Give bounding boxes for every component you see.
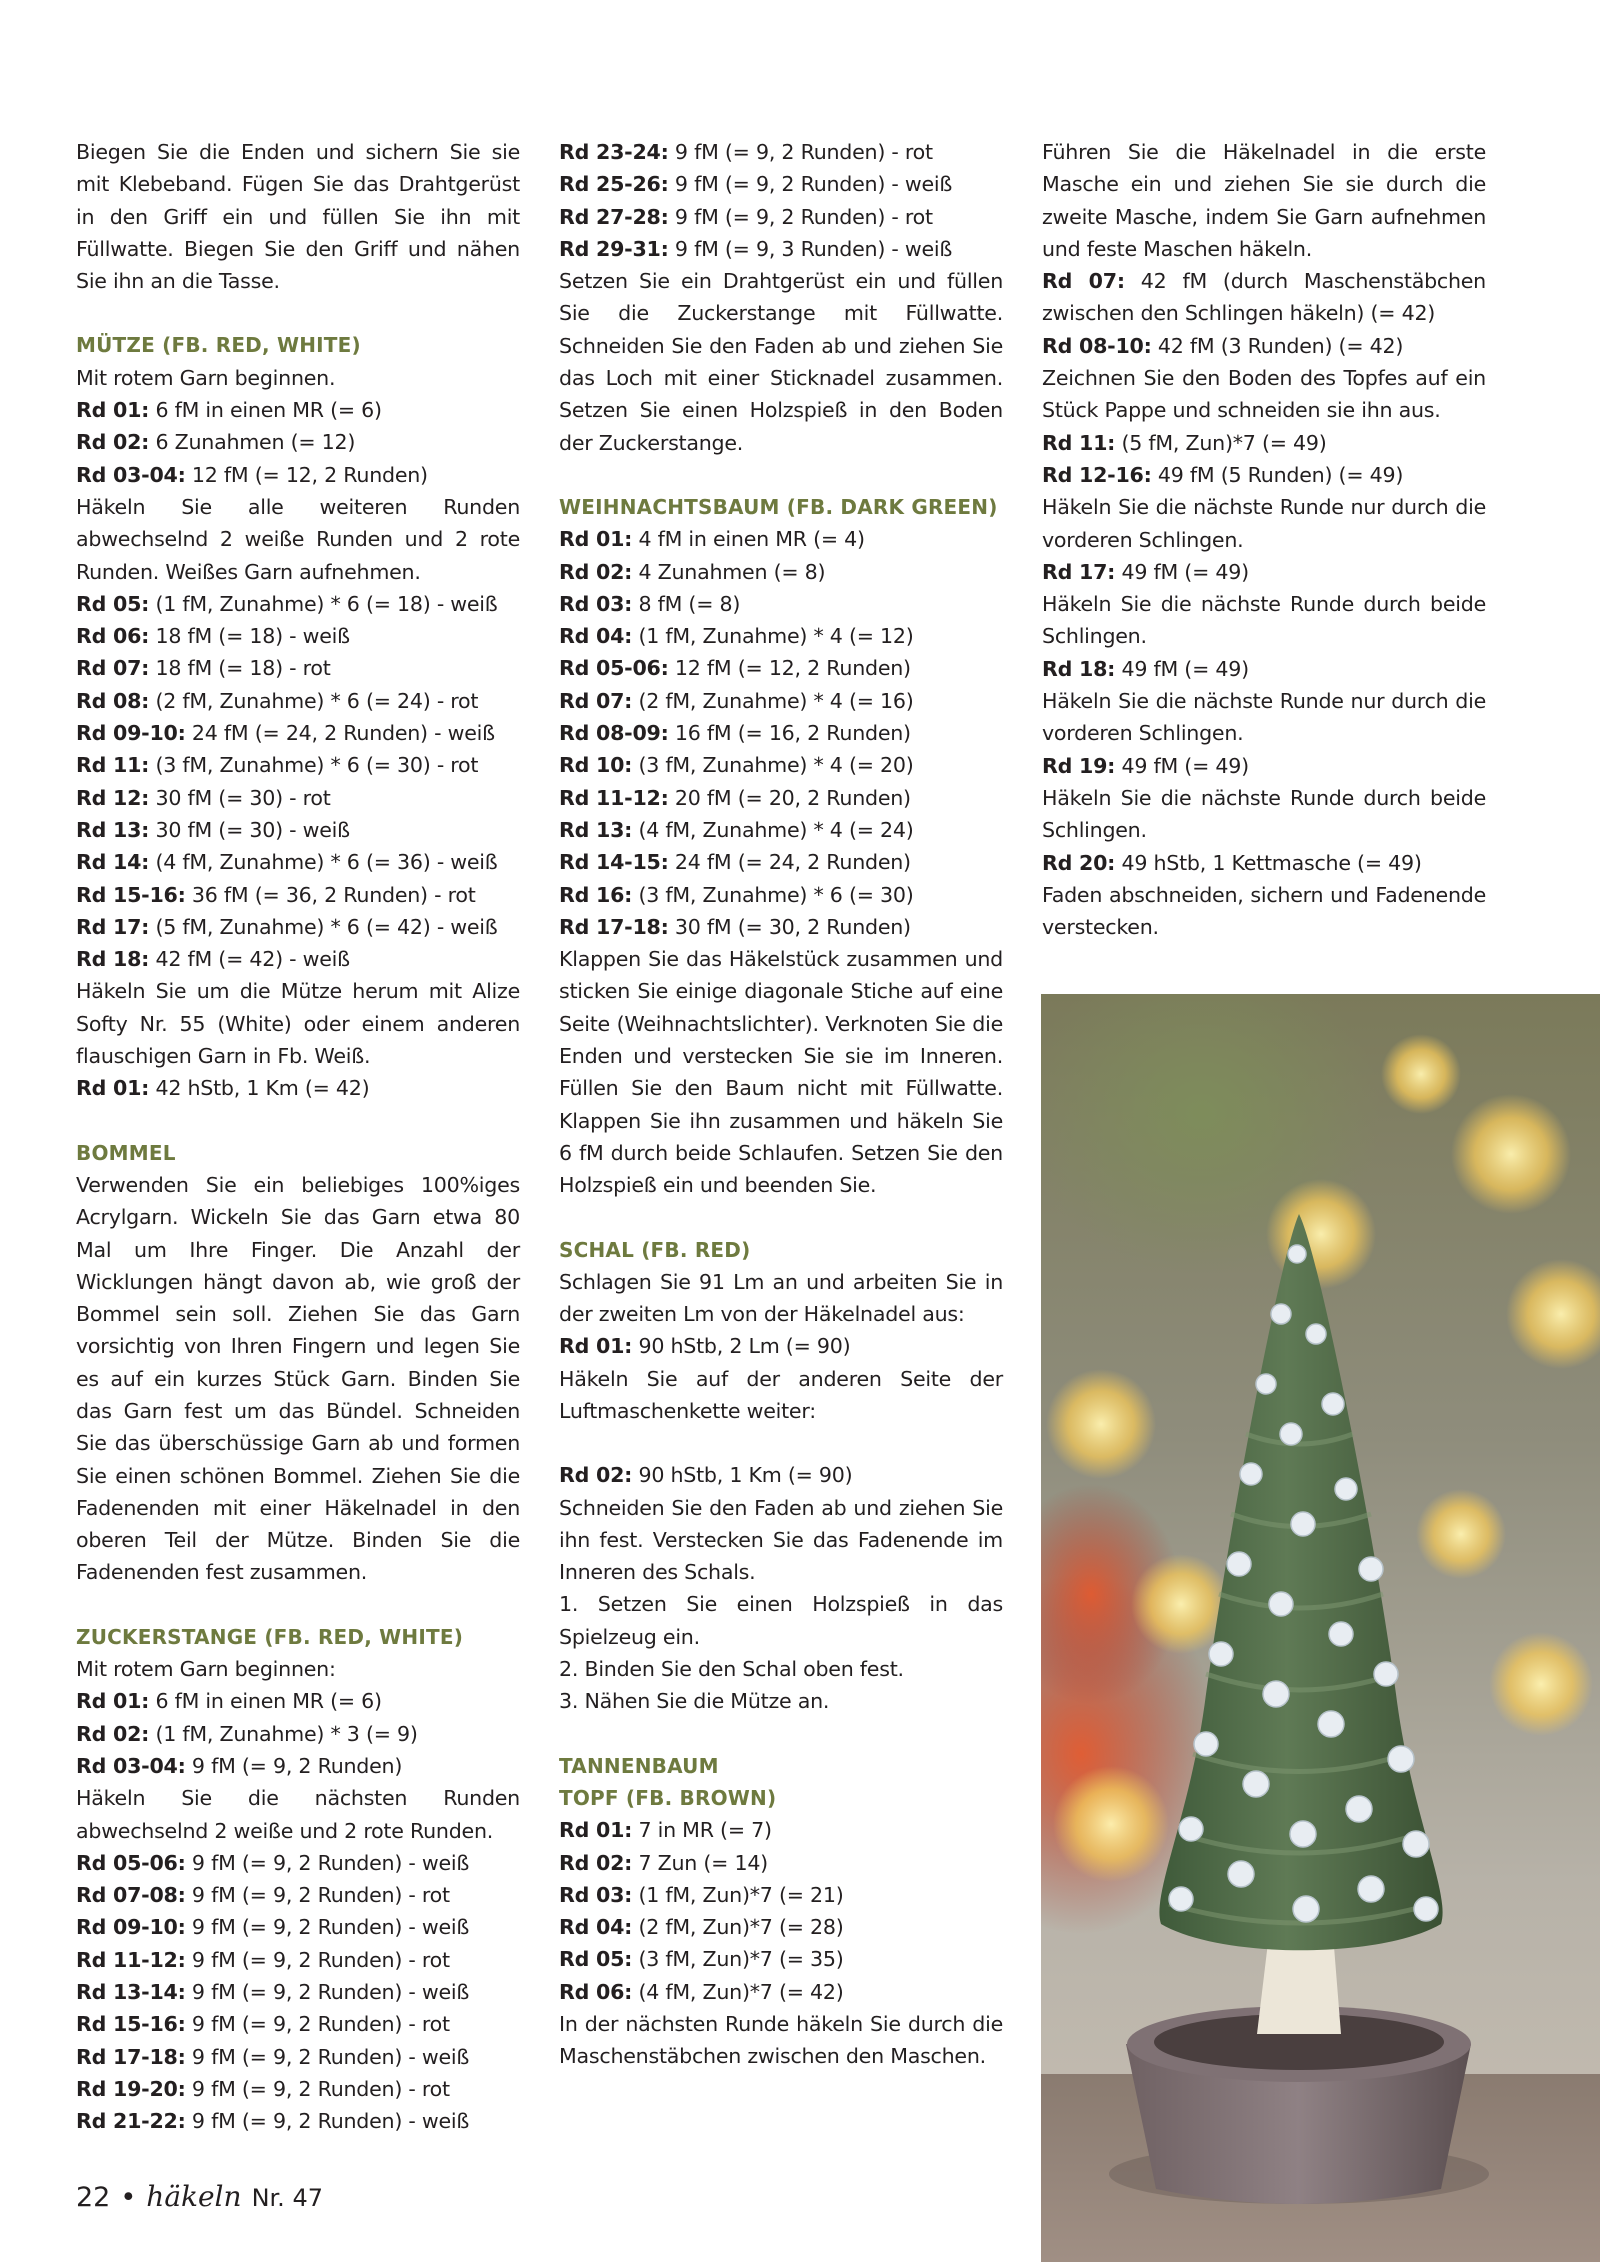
row-label: Rd 04: <box>559 1915 633 1940</box>
topf-row-20: Rd 20: 49 hStb, 1 Kettmasche (= 49) <box>1042 850 1422 875</box>
row-text: 9 fM (= 9, 2 Runden) - weiß <box>668 172 953 197</box>
section-heading-schal: SCHAL (FB. RED) <box>559 1237 751 1262</box>
row-label: Rd 18: <box>76 947 150 972</box>
pattern-row <box>76 2041 520 2073</box>
muetze-rows-1 <box>76 394 520 491</box>
pattern-row <box>1042 459 1486 491</box>
row-text: 9 fM (= 9, 2 Runden) - weiß <box>185 1850 470 1875</box>
schal-step-2: 2. Binden Sie den Schal oben fest. <box>559 1657 904 1682</box>
row-label: Rd 01: <box>76 1076 150 1101</box>
pattern-row <box>559 620 1003 652</box>
pattern-row <box>559 1879 1003 1911</box>
row-label: Rd 06: <box>559 1979 633 2004</box>
pattern-row <box>76 1911 520 1943</box>
pattern-row <box>76 879 520 911</box>
row-text: 36 fM (= 36, 2 Runden) - rot <box>185 882 476 907</box>
schal-step-1: 1. Setzen Sie einen Holzspieß in das Spielzeug ein. <box>559 1592 1003 1649</box>
pattern-row <box>76 782 520 814</box>
row-label: Rd 15-16: <box>76 2012 186 2037</box>
row-text: 4 Zunahmen (= 8) <box>632 559 826 584</box>
row-text: (4 fM, Zunahme) * 6 (= 36) - weiß <box>149 850 498 875</box>
topf-note-5: Häkeln Sie die nächste Runde durch beide Schlingen. <box>1042 785 1486 843</box>
row-label: Rd 14: <box>76 850 150 875</box>
section-heading-bommel: BOMMEL <box>76 1140 176 1165</box>
row-text: (5 fM, Zunahme) * 6 (= 42) - weiß <box>149 914 498 939</box>
page-footer <box>76 2180 323 2220</box>
topf-rows-2 <box>1042 427 1486 492</box>
topf-finish-2: Faden abschneiden, sichern und Fadenende verstecken. <box>1042 882 1486 940</box>
row-text: (1 fM, Zunahme) * 4 (= 12) <box>632 624 914 649</box>
row-label: Rd 03-04: <box>76 462 186 487</box>
row-label: Rd 14-15: <box>559 850 669 875</box>
row-text: 12 fM (= 12, 2 Runden) <box>668 656 911 681</box>
row-text: 9 fM (= 9, 2 Runden) - rot <box>668 140 933 164</box>
pattern-row <box>559 1943 1003 1975</box>
pattern-row <box>559 556 1003 588</box>
pattern-row <box>76 1879 520 1911</box>
row-text: 9 fM (= 9, 2 Runden) - rot <box>185 1947 450 1972</box>
pattern-row <box>559 168 1003 200</box>
zuckerstange-rows-2 <box>76 1847 520 2138</box>
row-text: 9 fM (= 9, 2 Runden) - rot <box>185 2012 450 2037</box>
row-label: Rd 05: <box>559 1947 633 1972</box>
muetze-rows-3 <box>76 1072 520 1104</box>
row-label: Rd 08: <box>76 688 150 713</box>
row-text: 9 fM (= 9, 2 Runden) - rot <box>185 2076 450 2101</box>
pattern-row <box>76 1847 520 1879</box>
pattern-row <box>559 1976 1003 2008</box>
topf-finish: In der nächsten Runde häkeln Sie durch die Maschenstäbchen zwischen den Maschen. <box>559 2012 1003 2069</box>
pattern-row <box>559 717 1003 749</box>
section-heading-weihnachtsbaum: WEIHNACHTSBAUM (FB. DARK GREEN) <box>559 494 998 519</box>
pattern-row <box>559 1814 1003 1846</box>
pattern-row <box>559 233 1003 265</box>
row-label: Rd 03-04: <box>76 1753 186 1778</box>
row-text: 18 fM (= 18) - weiß <box>149 624 350 649</box>
row-label: Rd 01: <box>76 398 150 423</box>
row-text: 30 fM (= 30) - weiß <box>149 817 350 842</box>
row-label: Rd 10: <box>559 753 633 778</box>
row-text: 9 fM (= 9, 3 Runden) - weiß <box>668 236 953 261</box>
pattern-row <box>559 814 1003 846</box>
row-label: Rd 11: <box>1042 430 1116 455</box>
muetze-start: Mit rotem Garn beginnen. <box>76 365 336 390</box>
row-label: Rd 07: <box>76 656 150 681</box>
pattern-row <box>76 1685 520 1717</box>
row-label: Rd 13: <box>559 817 633 842</box>
row-text: 9 fM (= 9, 2 Runden) - rot <box>185 1883 450 1908</box>
pattern-row <box>76 1750 520 1782</box>
pattern-row <box>559 685 1003 717</box>
row-label: Rd 01: <box>76 1689 150 1714</box>
section-heading-zuckerstange: ZUCKERSTANGE (FB. RED, WHITE) <box>76 1624 464 1649</box>
row-label: Rd 03: <box>559 1882 633 1907</box>
page-number: 22 <box>76 2182 111 2213</box>
row-text: (3 fM, Zunahme) * 6 (= 30) <box>632 882 914 907</box>
row-text: 24 fM (= 24, 2 Runden) <box>668 850 911 875</box>
row-text: 49 fM (5 Runden) (= 49) <box>1151 462 1404 487</box>
row-label: Rd 12: <box>76 785 150 810</box>
row-text: (1 fM, Zun)*7 (= 21) <box>632 1882 844 1907</box>
row-label: Rd 15-16: <box>76 882 186 907</box>
pattern-row <box>76 1976 520 2008</box>
pattern-row <box>76 943 520 975</box>
topf-rows <box>559 1814 1003 2008</box>
zuckerstange-start: Mit rotem Garn beginnen: <box>76 1657 336 1682</box>
pattern-row <box>1042 427 1486 459</box>
row-label: Rd 01: <box>559 527 633 552</box>
row-text: 6 fM in einen MR (= 6) <box>149 1689 382 1714</box>
pattern-row <box>559 749 1003 781</box>
muetze-note-2: Häkeln Sie um die Mütze herum mit Alize Softy Nr. 55 (White) oder einem anderen flauschigen Garn in Fb. Weiß. <box>76 979 520 1069</box>
schal-start: Schlagen Sie 91 Lm an und arbeiten Sie in der zweiten Lm von der Häkelnadel aus: <box>559 1269 1003 1327</box>
schal-note: Häkeln Sie auf der anderen Seite der Luftmaschenkette weiter: <box>559 1366 1003 1423</box>
row-label: Rd 06: <box>76 624 150 649</box>
row-label: Rd 19-20: <box>76 2076 186 2101</box>
row-text: (3 fM, Zun)*7 (= 35) <box>632 1947 844 1972</box>
row-label: Rd 11-12: <box>76 1947 186 1972</box>
schal-row-2: Rd 02: 90 hStb, 1 Km (= 90) <box>559 1463 853 1488</box>
row-text: 20 fM (= 20, 2 Runden) <box>668 785 911 810</box>
row-label: Rd 05-06: <box>559 656 669 681</box>
pattern-row <box>559 879 1003 911</box>
pattern-row <box>76 459 520 491</box>
pattern-row <box>76 1718 520 1750</box>
row-text: (4 fM, Zunahme) * 4 (= 24) <box>632 817 914 842</box>
row-label: Rd 09-10: <box>76 1915 186 1940</box>
pattern-row <box>559 201 1003 233</box>
row-label: Rd 02: <box>76 1721 150 1746</box>
row-text: 12 fM (= 12, 2 Runden) <box>185 462 428 487</box>
pattern-row <box>559 1847 1003 1879</box>
row-text: 7 in MR (= 7) <box>632 1818 772 1843</box>
row-text: 7 Zun (= 14) <box>632 1850 768 1875</box>
row-text: 24 fM (= 24, 2 Runden) - weiß <box>185 721 495 746</box>
topf-note-3: Häkeln Sie die nächste Runde durch beide Schlingen. <box>1042 592 1486 649</box>
schal-row-1: Rd 01: 90 hStb, 2 Lm (= 90) <box>559 1334 851 1359</box>
pattern-row <box>76 749 520 781</box>
pattern-row <box>76 2105 520 2137</box>
row-text: 9 fM (= 9, 2 Runden) - weiß <box>185 1915 470 1940</box>
row-text: 6 fM in einen MR (= 6) <box>149 398 382 423</box>
pattern-row <box>76 911 520 943</box>
schal-step-3: 3. Nähen Sie die Mütze an. <box>559 1689 830 1714</box>
issue-number: Nr. 47 <box>251 2184 323 2212</box>
row-label: Rd 17: <box>76 914 150 939</box>
row-label: Rd 13: <box>76 817 150 842</box>
row-text: 8 fM (= 8) <box>632 591 741 616</box>
topf-note-1: Zeichnen Sie den Boden des Topfes auf ein Stück Pappe und schneiden sie ihn aus. <box>1042 366 1486 423</box>
topf-intro: Führen Sie die Häkelnadel in die erste Masche ein und ziehen Sie sie durch die zweite Masche, indem Sie Garn aufnehmen und feste Maschen häkeln. <box>1042 140 1486 261</box>
magazine-name: häkeln <box>146 2180 242 2213</box>
pattern-row <box>559 846 1003 878</box>
row-text: (4 fM, Zun)*7 (= 42) <box>632 1979 844 2004</box>
pattern-row <box>76 394 520 426</box>
row-text: 42 fM (= 42) - weiß <box>149 947 350 972</box>
pattern-row <box>76 2073 520 2105</box>
row-text: (3 fM, Zunahme) * 6 (= 30) - rot <box>149 753 479 778</box>
column-2 <box>559 136 1003 2073</box>
row-text: 9 fM (= 9, 2 Runden) - weiß <box>185 2044 470 2069</box>
pattern-row <box>76 2008 520 2040</box>
row-text: 9 fM (= 9, 2 Runden) - weiß <box>185 2109 470 2134</box>
row-label: Rd 05-06: <box>76 1850 186 1875</box>
row-label: Rd 23-24: <box>559 140 669 164</box>
row-text: (3 fM, Zunahme) * 4 (= 20) <box>632 753 914 778</box>
row-label: Rd 02: <box>559 559 633 584</box>
zuckerstange-rows-1 <box>76 1685 520 1782</box>
row-label: Rd 21-22: <box>76 2109 186 2134</box>
pattern-row <box>76 1072 520 1104</box>
row-label: Rd 01: <box>559 1818 633 1843</box>
row-text: 16 fM (= 16, 2 Runden) <box>668 721 911 746</box>
row-label: Rd 04: <box>559 624 633 649</box>
pattern-row <box>559 1911 1003 1943</box>
section-heading-topf: TOPF (FB. BROWN) <box>559 1785 777 1810</box>
row-text: (2 fM, Zunahme) * 4 (= 16) <box>632 688 914 713</box>
row-label: Rd 25-26: <box>559 172 669 197</box>
row-text: 9 fM (= 9, 2 Runden) - rot <box>668 204 933 229</box>
muetze-rows-2 <box>76 588 520 976</box>
row-text: (1 fM, Zunahme) * 6 (= 18) - weiß <box>149 591 498 616</box>
crochet-tree-photo <box>1041 994 1600 2262</box>
schal-finish: Schneiden Sie den Faden ab und ziehen Sie ihn fest. Verstecken Sie das Fadenende im Inneren des Schals. <box>559 1495 1003 1585</box>
zuckerstange-finish: Setzen Sie ein Drahtgerüst ein und füllen Sie die Zuckerstange mit Füllwatte. Schneiden Sie den Faden ab und ziehen Sie das Loch mit einer Sticknadel zusammen. Setzen Sie einen Holzspieß in den Boden der Zuckerstange. <box>559 269 1003 455</box>
row-text: 9 fM (= 9, 2 Runden) - weiß <box>185 1980 470 2005</box>
pattern-row <box>559 782 1003 814</box>
weihnachtsbaum-finish: Klappen Sie das Häkelstück zusammen und sticken Sie einige diagonale Stiche auf eine Seite (Weihnachtslichter). Verknoten Sie die Enden und verstecken Sie sie im Inneren. Füllen Sie den Baum nicht mit Füllwatte. Klappen Sie ihn zusammen und häkeln Sie 6 fM durch beide Schlaufen. Setzen Sie den Holzspieß ein und beenden Sie. <box>559 947 1003 1198</box>
row-text: 42 hStb, 1 Km (= 42) <box>149 1076 370 1101</box>
row-label: Rd 07-08: <box>76 1883 186 1908</box>
pattern-row <box>559 911 1003 943</box>
row-text: 18 fM (= 18) - rot <box>149 656 331 681</box>
column-1 <box>76 136 520 2138</box>
row-text: 9 fM (= 9, 2 Runden) <box>185 1753 403 1778</box>
zuckerstange-note: Häkeln Sie die nächsten Runden abwechselnd 2 weiße und 2 rote Runden. <box>76 1786 520 1843</box>
topf-row-08-10: Rd 08-10: 42 fM (3 Runden) (= 42) <box>1042 333 1404 358</box>
section-heading-tannenbaum: TANNENBAUM <box>559 1753 719 1778</box>
topf-row-07: Rd 07: 42 fM (durch Maschenstäbchen zwischen den Schlingen häkeln) (= 42) <box>1042 269 1486 326</box>
pattern-row <box>76 588 520 620</box>
pattern-row <box>559 136 1003 168</box>
topf-note-2: Häkeln Sie die nächste Runde nur durch die vorderen Schlingen. <box>1042 495 1486 552</box>
column-3 <box>1042 136 1486 943</box>
topf-row-17: Rd 17: 49 fM (= 49) <box>1042 559 1249 584</box>
pattern-row <box>76 846 520 878</box>
bommel-text: Verwenden Sie ein beliebiges 100%iges Acrylgarn. Wickeln Sie das Garn etwa 80 Mal um Ihre Finger. Die Anzahl der Wicklungen hängt davon ab, wie groß der Bommel sein soll. Ziehen Sie das Garn vorsichtig von Ihren Fingern und legen Sie es auf ein kurzes Stück Garn. Binden Sie das Garn fest um das Bündel. Schneiden Sie das überschüssige Garn ab und formen Sie einen schönen Bommel. Ziehen Sie die Fadenenden mit einer Häkelnadel in den oberen Teil der Mütze. Binden Sie die Fadenenden fest zusammen. <box>76 1172 520 1585</box>
pattern-row <box>76 620 520 652</box>
row-label: Rd 11: <box>76 753 150 778</box>
pattern-row <box>76 1944 520 1976</box>
row-label: Rd 11-12: <box>559 785 669 810</box>
topf-note-4: Häkeln Sie die nächste Runde nur durch die vorderen Schlingen. <box>1042 689 1486 746</box>
row-label: Rd 02: <box>76 430 150 455</box>
footer-bullet: • <box>120 2182 137 2213</box>
row-label: Rd 29-31: <box>559 236 669 261</box>
section-heading-muetze: MÜTZE (FB. RED, WHITE) <box>76 333 361 358</box>
topf-row-19: Rd 19: 49 fM (= 49) <box>1042 753 1249 778</box>
pattern-row <box>76 717 520 749</box>
zuckerstange-rows-3 <box>559 136 1003 265</box>
row-label: Rd 09-10: <box>76 721 186 746</box>
handle-instructions: Biegen Sie die Enden und sichern Sie sie mit Klebeband. Fügen Sie das Drahtgerüst in den Griff ein und füllen Sie ihn mit Füllwatte. Biegen Sie den Griff und nähen Sie ihn an die Tasse. <box>76 140 520 294</box>
pattern-row <box>559 652 1003 684</box>
row-label: Rd 05: <box>76 591 150 616</box>
pattern-row <box>76 685 520 717</box>
pattern-row <box>559 588 1003 620</box>
row-text: (1 fM, Zunahme) * 3 (= 9) <box>149 1721 418 1746</box>
row-label: Rd 03: <box>559 591 633 616</box>
row-text: 4 fM in einen MR (= 4) <box>632 527 865 552</box>
row-text: 6 Zunahmen (= 12) <box>149 430 356 455</box>
pattern-row <box>559 523 1003 555</box>
row-label: Rd 07: <box>559 688 633 713</box>
muetze-note: Häkeln Sie alle weiteren Runden abwechselnd 2 weiße Runden und 2 rote Runden. Weißes Garn aufnehmen. <box>76 494 520 584</box>
row-label: Rd 13-14: <box>76 1980 186 2005</box>
row-text: 30 fM (= 30, 2 Runden) <box>668 914 911 939</box>
pattern-row <box>76 426 520 458</box>
weihnachtsbaum-rows <box>559 523 1003 943</box>
row-text: (5 fM, Zun)*7 (= 49) <box>1115 430 1327 455</box>
topf-row-18: Rd 18: 49 fM (= 49) <box>1042 656 1249 681</box>
row-label: Rd 17-18: <box>559 914 669 939</box>
row-label: Rd 16: <box>559 882 633 907</box>
row-text: 30 fM (= 30) - rot <box>149 785 331 810</box>
row-label: Rd 27-28: <box>559 204 669 229</box>
row-text: (2 fM, Zunahme) * 6 (= 24) - rot <box>149 688 479 713</box>
row-label: Rd 02: <box>559 1850 633 1875</box>
pattern-row <box>76 814 520 846</box>
row-label: Rd 08-09: <box>559 721 669 746</box>
row-text: (2 fM, Zun)*7 (= 28) <box>632 1915 844 1940</box>
pattern-row <box>76 652 520 684</box>
row-label: Rd 17-18: <box>76 2044 186 2069</box>
row-label: Rd 12-16: <box>1042 462 1152 487</box>
